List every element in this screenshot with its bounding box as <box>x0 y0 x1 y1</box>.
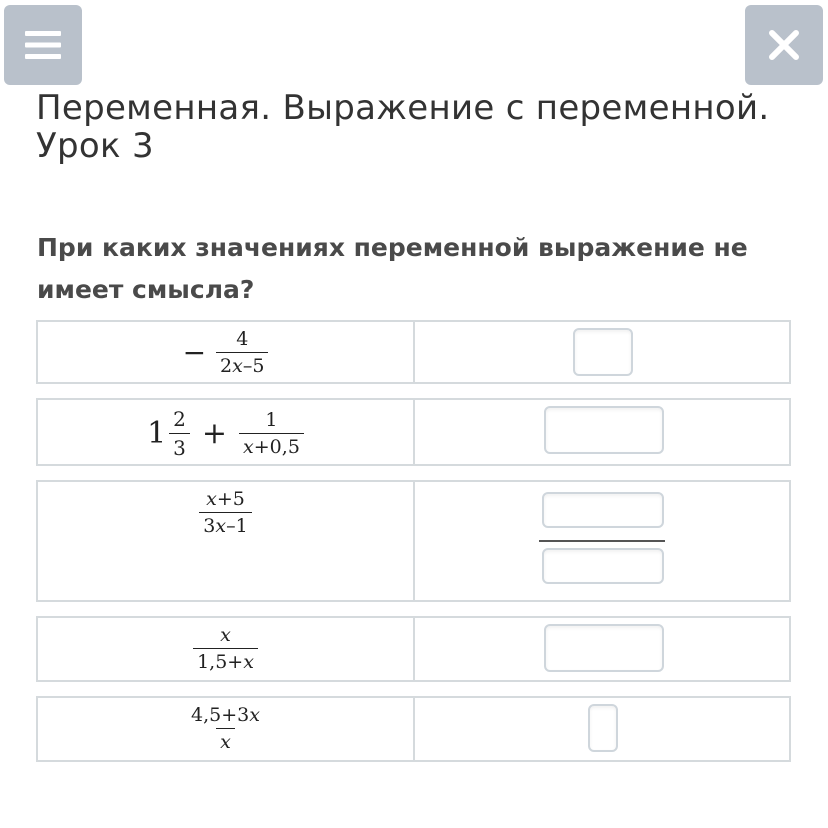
answer-cell <box>415 698 789 760</box>
numerator: 4,5+3x <box>191 704 260 726</box>
mixed-fraction <box>169 407 190 460</box>
math-expression <box>38 407 413 460</box>
answer-input[interactable] <box>573 328 633 376</box>
close-x-icon <box>767 28 801 62</box>
numerator: 4 <box>236 328 249 350</box>
fraction <box>216 328 268 377</box>
denominator: 2x–5 <box>216 352 268 377</box>
expression-cell <box>38 322 415 382</box>
task-row <box>36 398 791 466</box>
answer-cell <box>415 400 789 464</box>
numerator: 2 <box>173 407 186 431</box>
answer-cell <box>415 482 789 600</box>
denominator: 3x–1 <box>199 512 251 537</box>
answer-numerator-input[interactable] <box>542 492 664 528</box>
answer-input[interactable] <box>588 704 618 752</box>
math-expression <box>38 624 413 673</box>
fraction <box>199 488 251 537</box>
answer-cell <box>415 322 789 382</box>
fraction-bar <box>539 540 665 542</box>
task-row <box>36 480 791 602</box>
fraction <box>187 704 264 753</box>
task-row <box>36 696 791 762</box>
expression-cell <box>38 698 415 760</box>
numerator: x <box>220 624 231 646</box>
answer-cell <box>415 618 789 680</box>
math-expression <box>38 328 413 377</box>
expression-cell <box>38 482 415 600</box>
expression-cell <box>38 618 415 680</box>
math-expression <box>38 704 413 753</box>
math-expression <box>38 488 413 537</box>
task-row <box>36 616 791 682</box>
numerator: 1 <box>265 409 278 431</box>
plus-sign: + <box>201 415 228 451</box>
numerator: x+5 <box>206 488 245 510</box>
denominator: 1,5+x <box>193 648 258 673</box>
answer-input[interactable] <box>544 624 664 672</box>
hamburger-menu-icon <box>23 29 63 61</box>
answer-input[interactable] <box>544 406 664 454</box>
denominator: x <box>216 728 235 753</box>
close-button[interactable] <box>745 5 823 85</box>
minus-sign: − <box>182 335 207 369</box>
whole-number: 1 <box>147 416 167 451</box>
lesson-title: Переменная. Выражение с переменной. Урок 3 <box>36 88 770 166</box>
answer-denominator-input[interactable] <box>542 548 664 584</box>
fraction <box>239 409 304 458</box>
denominator: x+0,5 <box>239 433 304 458</box>
question-text: При каких значениях переменной выражение не имеет смысла? <box>37 233 748 304</box>
expression-cell <box>38 400 415 464</box>
denominator: 3 <box>169 433 190 460</box>
task-row <box>36 320 791 384</box>
menu-button[interactable] <box>4 5 82 85</box>
fraction <box>193 624 258 673</box>
